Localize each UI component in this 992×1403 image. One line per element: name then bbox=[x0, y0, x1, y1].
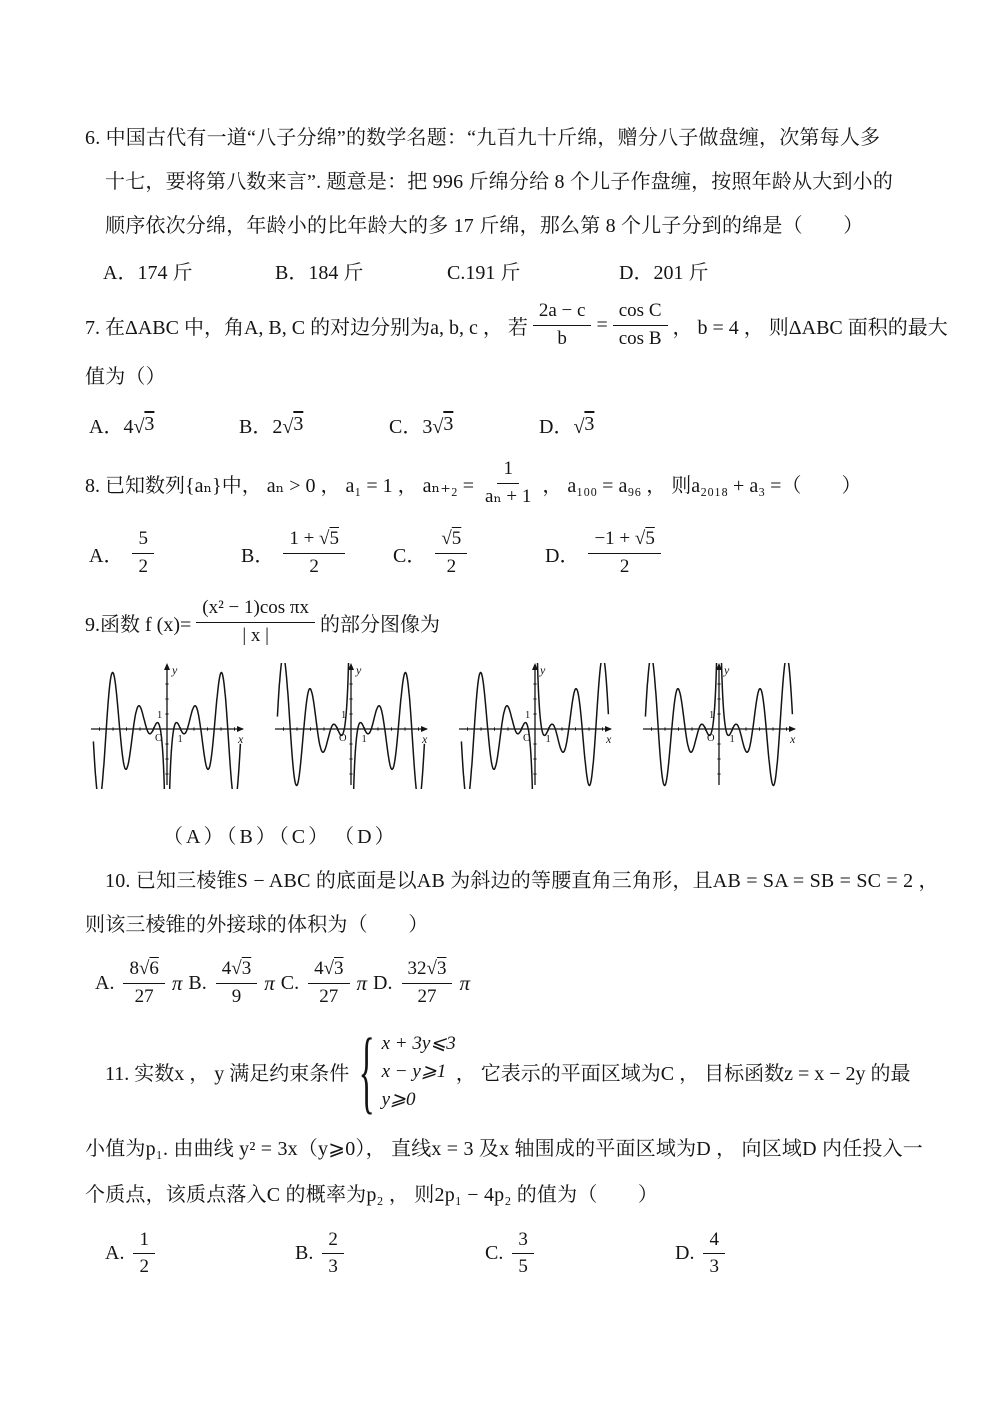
question-6 bbox=[85, 116, 942, 285]
q11-options-row bbox=[105, 1228, 942, 1280]
q9-graphs-row bbox=[87, 661, 942, 791]
q8-statement bbox=[85, 451, 942, 515]
q7-options-row bbox=[89, 409, 942, 439]
q6-line-1: 6. 中国古代有一道“八子分绵”的数学名题：“九百九十斤绵，赠分八子做盘缠，次第每人多 bbox=[85, 127, 881, 149]
q11-statement bbox=[85, 1018, 942, 1126]
equals-sign: = bbox=[596, 313, 608, 336]
pi-symbol: π bbox=[459, 971, 470, 996]
q11-option-d: D. $\frac{4}{3}$ bbox=[675, 1228, 865, 1280]
svg-text:y: y bbox=[172, 663, 178, 678]
svg-text:1: 1 bbox=[157, 710, 163, 722]
constraint-system bbox=[349, 1018, 456, 1123]
q8-option-d: D． $\frac{-1 + √5}{2}$ bbox=[545, 527, 697, 579]
fraction: $\frac{32√3}{27}$ bbox=[402, 957, 453, 1009]
question-10 bbox=[85, 859, 942, 1009]
svg-text:1: 1 bbox=[361, 734, 367, 746]
q11-line-3: 个质点，该质点落入C 的概率为p₂ ， 则2p₁ − 4p₂ 的值为（ ） bbox=[85, 1183, 659, 1206]
pi-symbol: π bbox=[356, 971, 368, 996]
q11-text-pre: 11. 实数x ， y 满足约束条件 bbox=[105, 1063, 350, 1086]
fraction: $\frac{-1 + √5}{2}$ bbox=[588, 527, 660, 579]
svg-text:O: O bbox=[155, 733, 163, 745]
q7-option-c: C．3√ 3 bbox=[389, 412, 454, 438]
fraction: $\frac{8√6}{27}$ bbox=[123, 957, 164, 1009]
pi-symbol: π bbox=[171, 971, 183, 996]
q8-text-post: ， a₁₀₀ = a₉₆ ， 则a₂₀₁₈ + a₃ =（ ） bbox=[542, 474, 862, 497]
q7-option-a: A．4√ 3 bbox=[89, 412, 155, 438]
q6-option-b: B．184 斤 bbox=[275, 262, 364, 284]
fraction: $\frac{2}{3}$ bbox=[322, 1228, 344, 1280]
q6-line-2: 十七，要将第八数来言”. 题意是：把 996 斤绵分给 8 个儿子作盘缠，按照年龄从大到小的 bbox=[105, 171, 894, 193]
svg-text:1: 1 bbox=[545, 734, 551, 746]
fraction-x2-1-cospx-over-absx: $\frac{\text{(x² − 1)cos πx}}{| x |}$ bbox=[196, 596, 315, 648]
fraction: $\frac{5}{2}$ bbox=[132, 527, 154, 579]
q8-option-b: B． $\frac{1 + √5}{2}$ bbox=[241, 527, 393, 579]
svg-text:y: y bbox=[724, 663, 730, 678]
q7-text-post: ， b = 4 ， 则ΔABC 面积的最大 bbox=[672, 316, 948, 339]
left-brace: { bbox=[358, 1018, 376, 1123]
question-8 bbox=[85, 451, 942, 579]
svg-text:1: 1 bbox=[709, 710, 715, 722]
q6-option-a: A．174 斤 bbox=[103, 262, 193, 284]
graph-option-c bbox=[455, 661, 615, 791]
q8-option-a: A． $\frac{5}{2}$ bbox=[89, 527, 241, 579]
q11-option-a: A. $\frac{1}{2}$ bbox=[105, 1228, 295, 1280]
q6-option-d: D．201 斤 bbox=[619, 262, 709, 284]
svg-text:O: O bbox=[707, 733, 715, 745]
fraction: $\frac{4√3}{9}$ bbox=[216, 957, 257, 1009]
pi-symbol: π bbox=[264, 971, 275, 996]
constraint-1: x + 3y⩽3 bbox=[381, 1033, 456, 1055]
svg-text:O: O bbox=[339, 733, 347, 745]
q9-graph-labels: （A）（B）（C） （D） bbox=[163, 826, 398, 849]
svg-text:1: 1 bbox=[177, 734, 183, 746]
q11-text-post: ， 它表示的平面区域为C ， 目标函数z = x − 2y 的最 bbox=[455, 1063, 911, 1086]
q9-text-post: 的部分图像为 bbox=[320, 613, 441, 636]
question-11 bbox=[85, 1018, 942, 1280]
q10-option-d: D. $\frac{32√3}{27}$ π bbox=[373, 957, 470, 1009]
fraction: $\frac{1}{2}$ bbox=[133, 1228, 155, 1280]
q10-option-a: A. $\frac{8√6}{27}$ π bbox=[95, 957, 182, 1009]
q9-text-pre: 9.函数 f (x)= bbox=[85, 613, 192, 636]
constraint-3: y⩾0 bbox=[381, 1089, 416, 1111]
fraction-2a-c-over-b: $\frac{2a - c}{b}$ bbox=[533, 299, 592, 351]
q9-statement bbox=[85, 591, 942, 653]
q7-text-pre: 7. 在ΔABC 中，角A, B, C 的对边分别为a, b, c ， 若 bbox=[85, 316, 528, 339]
fraction: $\frac{√5}{2}$ bbox=[435, 527, 467, 579]
svg-text:1: 1 bbox=[341, 710, 347, 722]
svg-text:x: x bbox=[422, 732, 428, 747]
fraction-1-over-an-plus-1: $\frac{1}{\text{aₙ + 1}}$ bbox=[485, 457, 532, 507]
q10-line-2: 则该三棱锥的外接球的体积为（ ） bbox=[85, 914, 429, 937]
q11-line-2: 小值为p₁. 由曲线 y² = 3x（y⩾0）， 直线x = 3 及x 轴围成的平面区域为D ， 向区域D 内任投入一 bbox=[85, 1137, 923, 1160]
fraction: $\frac{3}{5}$ bbox=[512, 1228, 534, 1280]
q10-option-c: C. $\frac{4√3}{27}$ π bbox=[281, 957, 367, 1009]
q11-option-c: C. $\frac{3}{5}$ bbox=[485, 1228, 675, 1280]
graph-option-b bbox=[271, 661, 431, 791]
q10-line-1: 10. 已知三棱锥S − ABC 的底面是以AB 为斜边的等腰直角三角形，且AB = SA = SB = SC = 2 ， bbox=[105, 870, 939, 893]
q7-option-d: D．√ 3 bbox=[539, 412, 595, 438]
constraint-2: x − y⩾1 bbox=[381, 1061, 447, 1083]
fraction: $\frac{4}{3}$ bbox=[703, 1228, 725, 1280]
q11-option-b: B. $\frac{2}{3}$ bbox=[295, 1228, 485, 1280]
q8-text-pre: 8. 已知数列{aₙ}中， aₙ > 0 ， a₁ = 1 ， aₙ₊₂ = bbox=[85, 474, 475, 497]
svg-text:x: x bbox=[790, 732, 796, 747]
q10-options-row bbox=[95, 957, 942, 1009]
svg-text:1: 1 bbox=[525, 710, 531, 722]
svg-text:x: x bbox=[606, 732, 612, 747]
q10-option-b: B. $\frac{4√3}{9}$ π bbox=[188, 957, 274, 1009]
constraint-list bbox=[382, 1033, 456, 1110]
q6-option-c: C.191 斤 bbox=[447, 262, 521, 284]
svg-text:y: y bbox=[356, 663, 362, 678]
q8-options-row bbox=[89, 527, 942, 579]
q7-option-b: B．2√ 3 bbox=[239, 412, 304, 438]
q7-line-2: 值为（） bbox=[85, 366, 166, 388]
graph-option-d bbox=[639, 661, 799, 791]
q7-statement bbox=[85, 295, 948, 355]
svg-text:O: O bbox=[523, 733, 531, 745]
fraction-cosC-over-cosB: $\frac{\text{cos C}}{\text{cos B}}$ bbox=[613, 299, 668, 351]
svg-text:x: x bbox=[238, 732, 244, 747]
question-9 bbox=[85, 591, 942, 851]
q6-options-row bbox=[103, 256, 942, 285]
graph-option-a bbox=[87, 661, 247, 791]
q6-line-3: 顺序依次分绵，年龄小的比年龄大的多 17 斤绵，那么第 8 个儿子分到的绵是（ ） bbox=[105, 215, 864, 237]
question-7 bbox=[85, 295, 948, 439]
fraction: $\frac{1 + √5}{2}$ bbox=[283, 527, 345, 579]
svg-text:1: 1 bbox=[729, 734, 735, 746]
q8-option-c: C． $\frac{√5}{2}$ bbox=[393, 527, 545, 579]
fraction: $\frac{4√3}{27}$ bbox=[308, 957, 349, 1009]
svg-text:y: y bbox=[540, 663, 546, 678]
